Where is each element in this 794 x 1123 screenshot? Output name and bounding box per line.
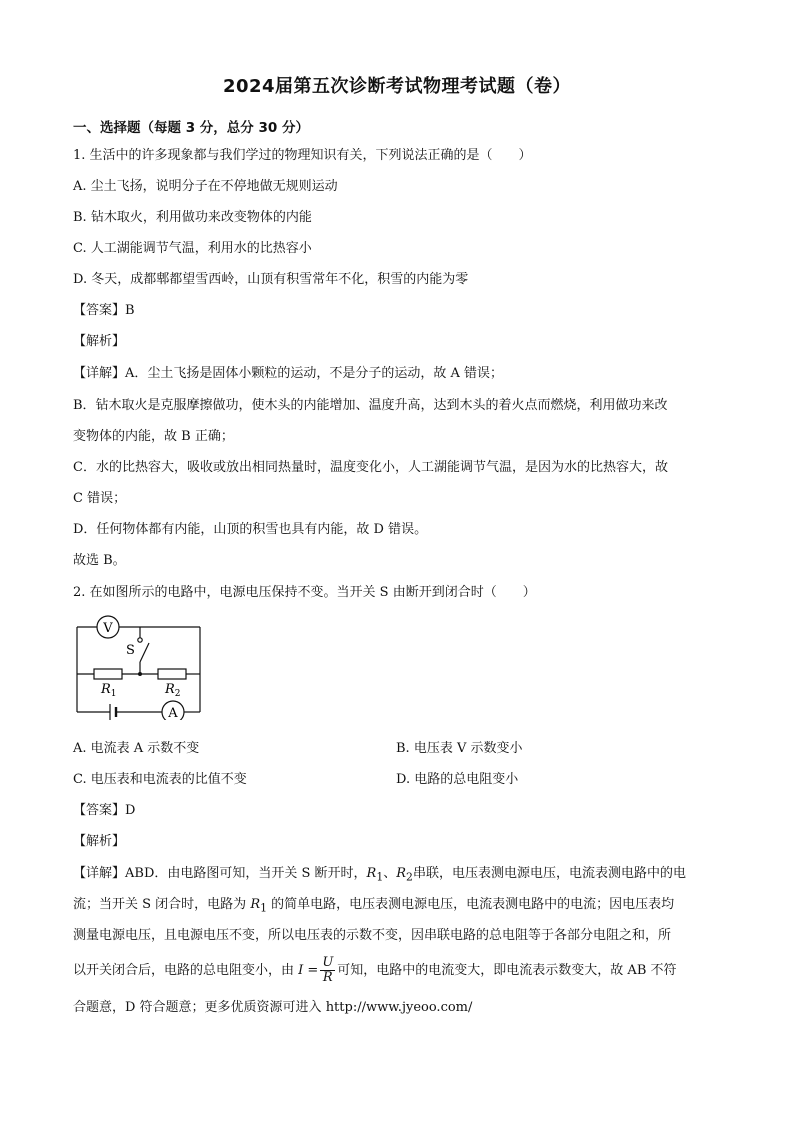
resistor-r1-icon xyxy=(94,669,122,679)
r2-label: $R_2$ xyxy=(165,682,181,699)
section-heading: 一、选择题（每题 3 分，总分 30 分） xyxy=(73,120,309,136)
voltmeter-label: V xyxy=(103,621,113,636)
q1-answer: 【答案】B xyxy=(73,303,135,318)
q2-stem: 2. 在如图所示的电路中，电源电压保持不变。当开关 S 由断开到闭合时（ ） xyxy=(73,585,536,600)
node-dot-icon xyxy=(138,672,142,676)
q2-detail-line: 【详解】ABD．由电路图可知，当开关 S 断开时，$R_1$、$R_2$串联，电压表测电源电压，电流表测电路中的电 xyxy=(73,866,686,884)
ammeter-label: A xyxy=(168,706,178,720)
q2-detail-line: 流；当开关 S 闭合时，电路为 $R_1$ 的简单电路，电压表测电源电压，电流表测电路中的电流；因电压表均 xyxy=(73,897,675,915)
q1-option-c: C. 人工湖能调节气温，利用水的比热容小 xyxy=(73,241,312,256)
circuit-diagram xyxy=(70,612,210,720)
q2-detail-line: 合题意，D 符合题意；更多优质资源可进入 http://www.jyeoo.com/ xyxy=(73,1000,473,1015)
q2-detail-line: 测量电源电压，且电源电压不变，所以电压表的示数不变，因串联电路的总电阻等于各部分电阻之和，所 xyxy=(73,928,672,943)
q1-detail-line: C．水的比热容大，吸收或放出相同热量时，温度变化小，人工湖能调节气温，是因为水的比热容大，故 xyxy=(73,460,668,475)
q1-detail-line: B．钻木取火是克服摩擦做功，使木头的内能增加、温度升高，达到木头的着火点而燃烧，利用做功来改 xyxy=(73,398,668,413)
q1-stem: 1. 生活中的许多现象都与我们学过的物理知识有关，下列说法正确的是（ ） xyxy=(73,148,532,163)
battery-icon xyxy=(110,704,116,720)
formula-fraction: $\frac{U}{R}$ xyxy=(322,955,334,985)
q2-option-a: A. 电流表 A 示数不变 xyxy=(73,741,200,756)
r1-label: $R_1$ xyxy=(101,682,117,699)
page-title: 2024届第五次诊断考试物理考试题（卷） xyxy=(222,76,572,97)
q1-option-b: B. 钻木取火，利用做功来改变物体的内能 xyxy=(73,210,312,225)
q2-detail-line: 以开关闭合后，电路的总电阻变小，由 I = $\frac{U}{R}$ 可知，电路中的电流变大，即电流表示数变大，故 AB 不符 xyxy=(73,955,677,985)
resistor-r2-icon xyxy=(158,669,186,679)
formula-lhs: I xyxy=(298,963,304,978)
q2-answer: 【答案】D xyxy=(73,803,136,818)
q1-detail-line: C 错误； xyxy=(73,491,127,506)
q1-detail-line: 【详解】A．尘土飞扬是固体小颗粒的运动，不是分子的运动，故 A 错误； xyxy=(73,366,504,381)
q1-option-a: A. 尘土飞扬，说明分子在不停地做无规则运动 xyxy=(73,179,338,194)
q1-detail-line: 变物体的内能，故 B 正确； xyxy=(73,429,234,444)
q1-option-d: D. 冬天，成都郫都望雪西岭，山顶有积雪常年不化，积雪的内能为零 xyxy=(73,272,469,287)
q1-analysis-label: 【解析】 xyxy=(73,334,126,349)
q1-detail-line: D．任何物体都有内能，山顶的积雪也具有内能，故 D 错误。 xyxy=(73,522,428,537)
switch-label: S xyxy=(126,643,135,658)
switch-icon xyxy=(138,638,142,642)
q2-option-b: B. 电压表 V 示数变小 xyxy=(396,741,523,756)
q2-option-c: C. 电压表和电流表的比值不变 xyxy=(73,772,247,787)
q1-detail-line: 故选 B。 xyxy=(73,553,126,568)
q2-analysis-label: 【解析】 xyxy=(73,834,126,849)
q2-option-d: D. 电路的总电阻变小 xyxy=(396,772,519,787)
